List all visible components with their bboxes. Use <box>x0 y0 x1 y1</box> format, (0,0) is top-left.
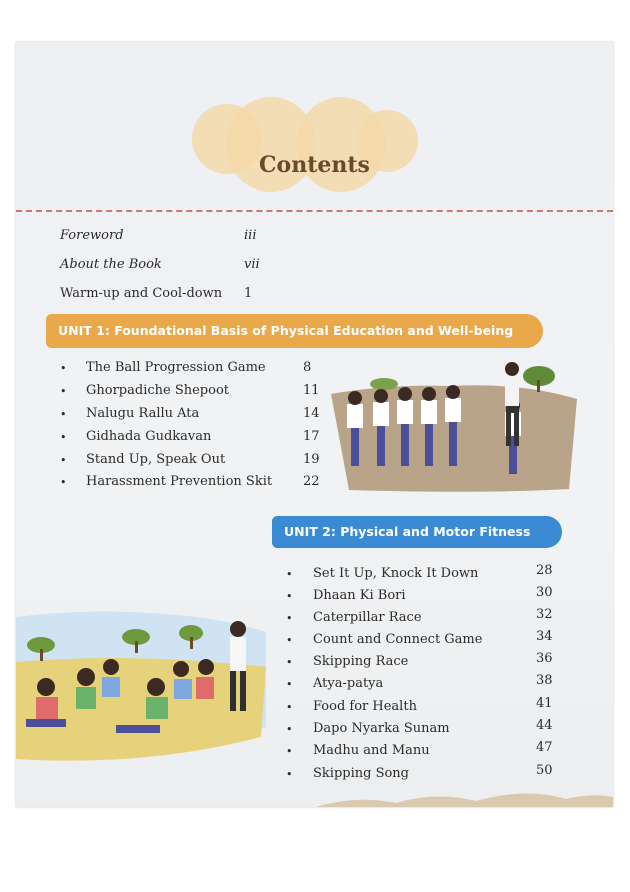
unit1-item-page: 8 <box>303 360 312 375</box>
unit2-item[interactable]: Madhu and Manu <box>313 743 430 758</box>
unit2-item-page: 50 <box>536 763 553 778</box>
unit2-item-page: 38 <box>536 673 553 688</box>
unit2-item-page: 47 <box>536 740 553 755</box>
bullet-icon: • <box>286 678 293 691</box>
unit2-item-page: 44 <box>536 718 553 733</box>
book-page <box>16 42 613 807</box>
unit2-item-page: 41 <box>536 696 553 711</box>
front-matter-foreword[interactable]: Foreword <box>60 228 124 243</box>
bullet-icon: • <box>286 568 293 581</box>
unit1-item[interactable]: Nalugu Rallu Ata <box>86 406 200 421</box>
bullet-icon: • <box>286 723 293 736</box>
bullet-icon: • <box>286 590 293 603</box>
front-matter-foreword-page: iii <box>244 228 257 243</box>
bullet-icon: • <box>286 701 293 714</box>
front-matter-about[interactable]: About the Book <box>60 257 162 272</box>
unit1-item[interactable]: Stand Up, Speak Out <box>86 452 226 467</box>
bullet-icon: • <box>60 362 67 375</box>
bullet-icon: • <box>286 634 293 647</box>
unit2-item-page: 34 <box>536 629 553 644</box>
unit1-item-page: 22 <box>303 474 320 489</box>
unit1-item[interactable]: Gidhada Gudkavan <box>86 429 212 444</box>
unit1-item-page: 19 <box>303 452 320 467</box>
torn-edge-decoration <box>316 787 613 807</box>
bullet-icon: • <box>60 431 67 444</box>
bullet-icon: • <box>60 476 67 489</box>
unit2-item[interactable]: Dapo Nyarka Sunam <box>313 721 450 736</box>
unit2-item-page: 30 <box>536 585 553 600</box>
bullet-icon: • <box>60 385 67 398</box>
unit2-item[interactable]: Caterpillar Race <box>313 610 422 625</box>
unit2-item[interactable]: Set It Up, Knock It Down <box>313 566 479 581</box>
front-matter-about-page: vii <box>244 257 260 272</box>
bullet-icon: • <box>286 745 293 758</box>
unit1-item-page: 11 <box>303 383 320 398</box>
unit2-item[interactable]: Food for Health <box>313 699 417 714</box>
unit2-item-page: 36 <box>536 651 553 666</box>
dashed-divider <box>16 210 613 212</box>
unit2-item-page: 28 <box>536 563 553 578</box>
front-matter-warmup[interactable]: Warm-up and Cool-down <box>60 286 223 301</box>
bullet-icon: • <box>60 454 67 467</box>
unit2-item[interactable]: Dhaan Ki Bori <box>313 588 406 603</box>
unit2-item[interactable]: Skipping Song <box>313 766 409 781</box>
unit1-item[interactable]: Harassment Prevention Skit <box>86 474 273 489</box>
front-matter-warmup-page: 1 <box>244 286 253 301</box>
unit2-banner[interactable]: UNIT 2: Physical and Motor Fitness <box>272 516 562 548</box>
contents-title: Contents <box>259 152 370 178</box>
unit1-illustration <box>329 354 579 494</box>
bullet-icon: • <box>286 768 293 781</box>
unit1-item[interactable]: Ghorpadiche Shepoot <box>86 383 229 398</box>
unit1-item[interactable]: The Ball Progression Game <box>86 360 266 375</box>
unit1-item-page: 14 <box>303 406 320 421</box>
unit2-illustration <box>16 607 266 767</box>
unit1-banner[interactable]: UNIT 1: Foundational Basis of Physical Education and Well-being <box>46 314 543 348</box>
bullet-icon: • <box>286 656 293 669</box>
bullet-icon: • <box>60 408 67 421</box>
unit2-item[interactable]: Skipping Race <box>313 654 409 669</box>
bullet-icon: • <box>286 612 293 625</box>
unit2-item[interactable]: Atya-patya <box>313 676 384 691</box>
unit1-item-page: 17 <box>303 429 320 444</box>
unit2-item-page: 32 <box>536 607 553 622</box>
unit2-item[interactable]: Count and Connect Game <box>313 632 483 647</box>
